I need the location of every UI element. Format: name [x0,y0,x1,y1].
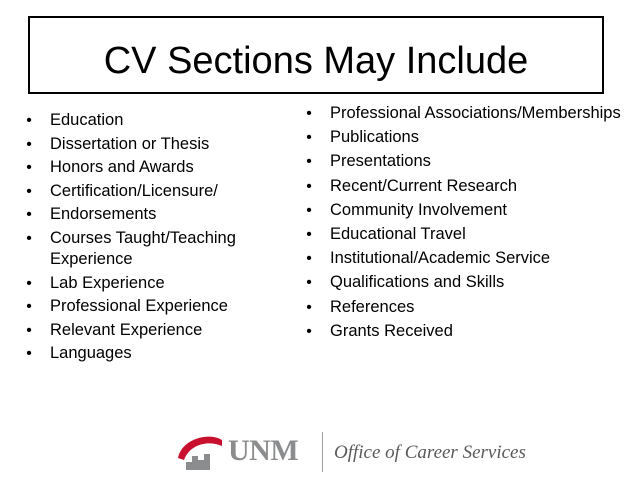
logo-red-arc [178,437,222,460]
list-item-text: Presentations [330,152,431,171]
logo-wordmark: UNM [228,434,299,467]
list-item [302,127,622,148]
list-item-text: Publications [330,128,419,147]
bullet-icon: • [26,298,32,316]
list-item-text: Professional Experience [50,297,228,316]
bullet-icon: • [306,129,312,147]
bullet-icon: • [26,206,32,224]
list-item-text: Community Involvement [330,200,507,219]
list-item [302,297,622,318]
list-item [302,272,622,293]
list-item-text: Certification/Licensure/ [50,181,218,200]
bullet-icon: • [306,201,312,219]
list-item [302,224,622,245]
bullet-icon: • [306,322,312,340]
list-item [22,273,287,294]
list-item [22,228,287,270]
bullet-icon: • [26,135,32,153]
title-box [28,16,604,94]
logo-step-building [186,454,210,470]
bullet-icon: • [26,182,32,200]
bullet-icon: • [306,250,312,268]
list-item-text: Qualifications and Skills [330,273,505,292]
list-item [302,321,622,342]
list-item-text: Endorsements [50,205,157,224]
list-item [22,343,287,364]
list-item-text: References [330,297,415,316]
list-item [22,320,287,341]
bullet-icon: • [306,225,312,243]
list-item-text: Courses Taught/Teaching Experience [50,228,236,268]
list-item-text: Educational Travel [330,224,466,243]
bullet-icon: • [306,177,312,195]
list-item-text: Languages [50,344,132,363]
list-item [302,176,622,197]
list-item [302,248,622,269]
list-item [22,181,287,202]
list-item [302,103,622,124]
bullet-icon: • [306,274,312,292]
bullet-icon: • [306,153,312,171]
list-item-text: Honors and Awards [50,158,194,177]
bullet-icon: • [26,229,32,247]
bullet-icon: • [26,159,32,177]
unm-logo-mark-icon [176,430,224,474]
bullet-icon: • [26,345,32,363]
list-item [22,296,287,317]
list-item-text: Relevant Experience [50,320,203,339]
list-item [22,157,287,178]
list-item [22,204,287,225]
list-item-text: Dissertation or Thesis [50,134,210,153]
bullet-icon: • [26,274,32,292]
bullet-icon: • [26,321,32,339]
bullet-icon: • [306,298,312,316]
slide-title: CV Sections May Include [103,40,529,82]
list-item [302,151,622,172]
bullet-icon: • [26,112,32,129]
logo-divider [322,432,323,472]
unm-career-services-logo [176,430,526,476]
list-item-text: Institutional/Academic Service [330,249,551,268]
list-item-text: Grants Received [330,321,453,340]
list-item-text: Lab Experience [50,273,165,292]
logo-office-name: Office of Career Services [334,442,526,463]
list-item-text: Professional Associations/Memberships [330,104,621,122]
list-item [302,200,622,221]
list-item [22,110,287,131]
list-item [22,134,287,155]
bullet-icon: • [306,105,312,122]
right-bullet-list [302,103,622,345]
list-item-text: Recent/Current Research [330,176,518,195]
left-bullet-list [22,110,287,367]
list-item-text: Education [50,111,124,129]
